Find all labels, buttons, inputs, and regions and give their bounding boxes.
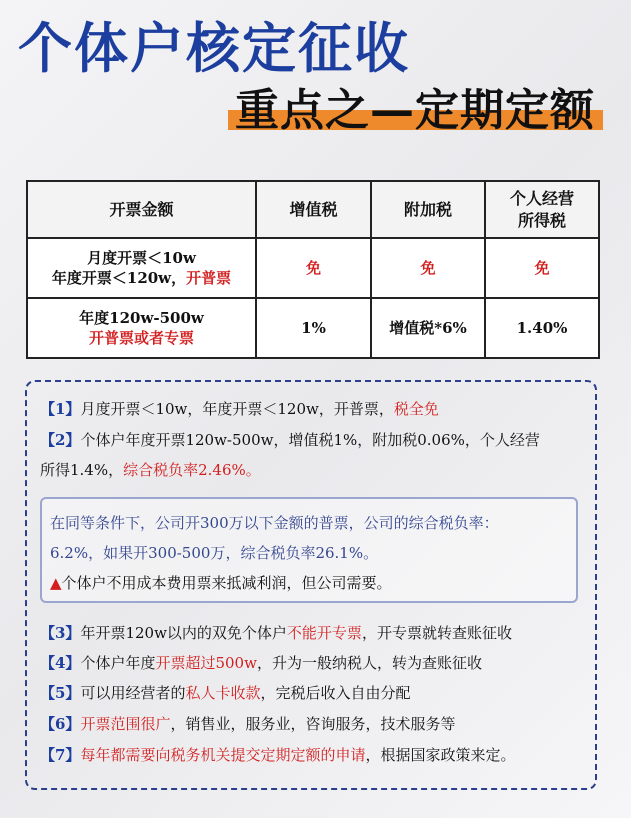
item-number: 【2】	[40, 431, 81, 449]
list-item	[40, 652, 482, 673]
item-text: ，根据国家政策来定。	[365, 746, 516, 764]
table-row	[27, 298, 599, 358]
item-text: ，销售业，服务业，咨询服务，技术服务等	[170, 715, 456, 733]
header-surcharge: 附加税	[371, 181, 485, 238]
table-row	[27, 238, 599, 298]
list-item	[40, 744, 515, 765]
item-text: 所得1.4%，	[40, 461, 124, 479]
cell-text-highlight: 开普票	[186, 269, 232, 287]
item-number: 【5】	[40, 684, 81, 702]
cell-amount	[27, 298, 256, 358]
highlight-text: 开票范围很广	[80, 715, 171, 733]
note-line: 在同等条件下，公司开300万以下金额的普票，公司的综合税负率：	[50, 514, 499, 532]
cell-vat: 1%	[256, 298, 371, 358]
tax-table	[26, 180, 600, 359]
cell-text: 年度120w-500w	[79, 308, 204, 327]
cell-text-highlight: 开普票或者专票	[88, 329, 194, 347]
header-invoice-amount: 开票金额	[27, 181, 256, 238]
item-number: 【7】	[40, 746, 81, 764]
cell-vat: 免	[256, 238, 371, 298]
cell-amount	[27, 238, 256, 298]
cell-surcharge: 免	[371, 238, 485, 298]
list-item	[40, 713, 455, 734]
highlight-text: 综合税负率2.46%。	[123, 461, 261, 479]
highlight-text: 不能开专票	[286, 624, 362, 642]
list-item	[40, 398, 439, 419]
note-line: 6.2%，如果开300-500万，综合税负率26.1%。	[50, 544, 379, 562]
warning-text: 个体户不用成本费用票来抵减利润，但公司需要。	[61, 574, 392, 592]
page-subtitle: 重点之—定期定额	[235, 85, 595, 136]
item-text: 年开票120w以内的双免个体户	[80, 624, 287, 642]
table-header-row	[27, 181, 599, 238]
item-number: 【3】	[40, 624, 81, 642]
list-item	[40, 429, 540, 450]
cell-income-tax: 免	[485, 238, 599, 298]
list-item	[40, 459, 261, 480]
cell-income-tax: 1.40%	[485, 298, 599, 358]
highlight-text: 开票超过500w	[155, 654, 257, 672]
item-text: 月度开票＜10w，年度开票＜120w，开普票，	[80, 400, 394, 418]
item-text: 个体户年度	[80, 654, 156, 672]
cell-text: 年度开票＜120w，	[51, 269, 187, 287]
header-income-tax: 个人经营 所得税	[485, 181, 599, 238]
item-text: ，完税后收入自由分配	[260, 684, 411, 702]
highlight-text: 每年都需要向税务机关提交定期定额的申请	[80, 746, 366, 764]
warning-triangle-icon: ▲	[50, 574, 62, 592]
list-item	[40, 682, 410, 703]
item-text: 可以用经营者的	[80, 684, 186, 702]
item-number: 【1】	[40, 400, 81, 418]
list-item	[40, 622, 512, 643]
note-warning	[50, 572, 392, 593]
item-number: 【6】	[40, 715, 81, 733]
item-number: 【4】	[40, 654, 81, 672]
item-text: ，升为一般纳税人，转为查账征收	[256, 654, 482, 672]
cell-surcharge: 增值税*6%	[371, 298, 485, 358]
item-text: 个体户年度开票120w-500w，增值税1%，附加税0.06%，个人经营	[80, 431, 540, 449]
page-title: 个体户核定征收	[18, 17, 410, 80]
header-vat: 增值税	[256, 181, 371, 238]
highlight-text: 税全免	[393, 400, 439, 418]
item-text: ，开专票就转查账征收	[361, 624, 512, 642]
highlight-text: 私人卡收款	[185, 684, 261, 702]
cell-text: 月度开票＜10w	[87, 248, 196, 267]
